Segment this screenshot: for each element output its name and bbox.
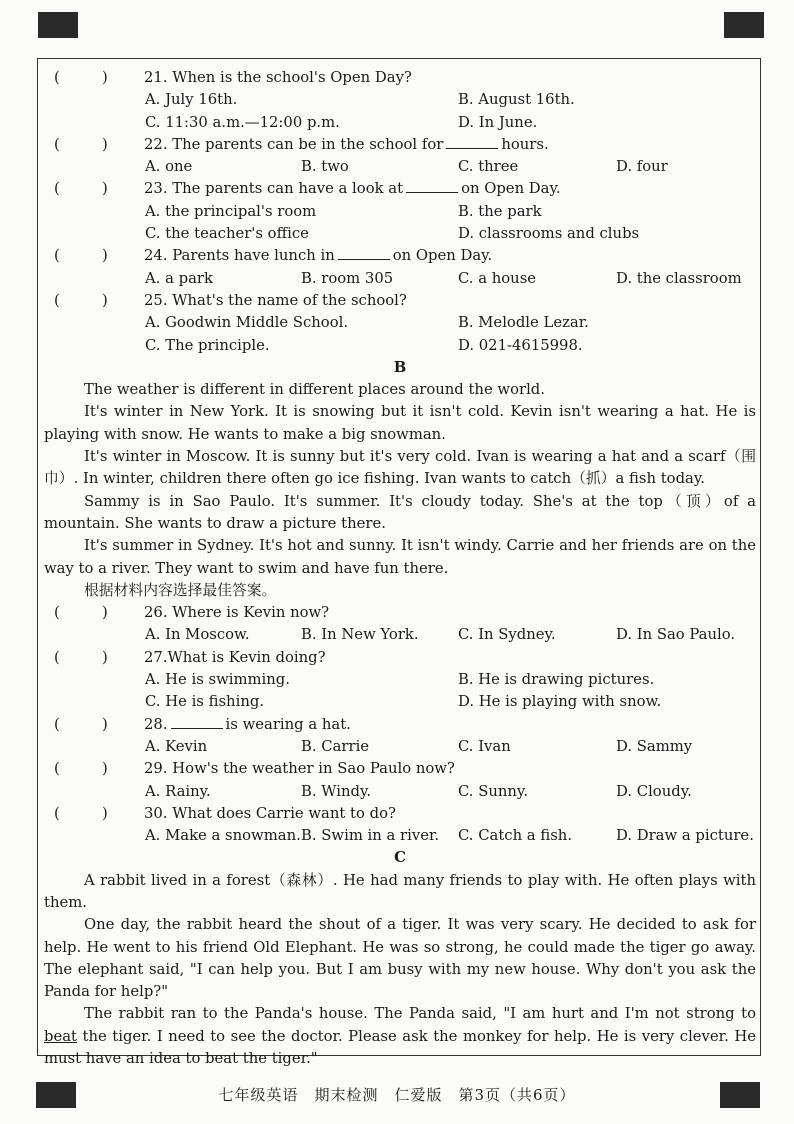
passage-c-paragraph: A rabbit lived in a forest（森林）. He had many friends to play with. He often plays with them. <box>44 871 756 911</box>
question-28: ( ) 28. is wearing a hat. <box>44 714 756 736</box>
option-c: C. the teacher's office <box>145 225 309 243</box>
question-26: ( ) 26. Where is Kevin now? <box>44 602 756 624</box>
question-25: ( ) 25. What's the name of the school? <box>44 290 756 312</box>
question-29: ( ) 29. How's the weather in Sao Paulo now? <box>44 758 756 780</box>
option-b: B. Windy. <box>301 782 372 800</box>
option-a: A. July 16th. <box>145 91 238 109</box>
options-row <box>44 312 756 334</box>
options-row <box>44 825 756 847</box>
answer-bracket[interactable]: ( ) <box>54 648 108 666</box>
fill-blank <box>446 134 498 149</box>
option-b: B. Carrie <box>301 737 370 755</box>
underlined-word: beat <box>44 1027 77 1045</box>
question-21: ( ) 21. When is the school's Open Day? <box>44 67 756 89</box>
option-a: A. He is swimming. <box>145 671 290 689</box>
answer-bracket[interactable]: ( ) <box>54 180 108 198</box>
answer-bracket[interactable]: ( ) <box>54 604 108 622</box>
answer-bracket[interactable]: ( ) <box>54 69 108 86</box>
question-27: ( ) 27.What is Kevin doing? <box>44 647 756 669</box>
option-b: B. the park <box>458 202 542 220</box>
option-d: D. the classroom <box>616 269 742 287</box>
option-d: D. He is playing with snow. <box>458 693 662 711</box>
answer-bracket[interactable]: ( ) <box>54 715 108 733</box>
options-row <box>44 201 756 223</box>
options-row <box>44 223 756 245</box>
options-row <box>44 691 756 713</box>
answer-bracket[interactable]: ( ) <box>54 760 108 778</box>
section-b-label: B <box>393 358 407 376</box>
option-b: B. He is drawing pictures. <box>458 671 655 689</box>
option-c: C. Ivan <box>458 737 511 755</box>
option-d: D. Sammy <box>616 737 693 755</box>
fill-blank <box>338 245 390 260</box>
option-a: A. the principal's room <box>145 202 317 220</box>
question-30: ( ) 30. What does Carrie want to do? <box>44 803 756 825</box>
option-c: C. Sunny. <box>458 782 529 800</box>
options-row <box>44 624 756 646</box>
passage-b-paragraph: The weather is different in different places around the world. <box>84 381 545 399</box>
page-footer: 七年级英语 期末检测 仁爱版 第3页（共6页） <box>218 1086 576 1104</box>
registration-mark-top-right <box>724 12 764 38</box>
option-d: D. 021-4615998. <box>458 336 583 354</box>
option-d: D. Cloudy. <box>616 782 692 800</box>
option-c: C. a house <box>458 269 537 287</box>
passage-b-paragraph: It's summer in Sydney. It's hot and sunny. It isn't windy. Carrie and her friends are on the way to a river. They want to swim and have fun there. <box>44 537 756 577</box>
fill-blank <box>406 178 458 193</box>
registration-mark-top-left <box>38 12 78 38</box>
fill-blank <box>171 714 223 729</box>
options-row <box>44 89 756 111</box>
option-d: D. In Sao Paulo. <box>616 626 736 644</box>
question-24: ( ) 24. Parents have lunch in on Open Day. <box>44 245 756 267</box>
passage-b-paragraph: Sammy is in Sao Paulo. It's summer. It's cloudy today. She's at the top（顶）of a mountain. She wants to draw a picture there. <box>44 492 756 532</box>
question-23: ( ) 23. The parents can have a look at on Open Day. <box>44 178 756 200</box>
options-row <box>44 156 756 178</box>
option-b: B. August 16th. <box>458 91 575 109</box>
option-c: C. He is fishing. <box>145 693 265 711</box>
passage-c-paragraph: One day, the rabbit heard the shout of a tiger. It was very scary. He decided to ask for help. He went to his friend Old Elephant. He was so strong, he could made the tiger go away. The elephant said, "I can help you. But I am busy with my new house. Why don't you ask the Panda for help?" <box>44 916 756 1001</box>
option-a: A. Rainy. <box>145 782 211 800</box>
answer-bracket[interactable]: ( ) <box>54 291 108 309</box>
option-c: C. The principle. <box>145 336 270 354</box>
passage-b-paragraph: It's winter in New York. It is snowing but it isn't cold. Kevin isn't wearing a hat. He is playing with snow. He wants to make a big snowman. <box>44 403 756 443</box>
option-d: D. In June. <box>458 113 538 131</box>
answer-bracket[interactable]: ( ) <box>54 135 108 153</box>
option-d: D. classrooms and clubs <box>458 225 640 243</box>
passage-c-paragraph: The rabbit ran to the Panda's house. The Panda said, "I am hurt and I'm not strong to beat the tiger. I need to see the doctor. Please ask the monkey for help. He is very clever. He must have an idea to beat the tiger." <box>44 1005 756 1068</box>
section-c-label: C <box>394 849 406 867</box>
option-a: A. Kevin <box>145 737 208 755</box>
exam-content <box>44 67 756 1070</box>
instruction: 根据材料内容选择最佳答案。 <box>84 581 277 599</box>
option-a: A. Make a snowman. <box>145 827 301 845</box>
options-row <box>44 268 756 290</box>
answer-bracket[interactable]: ( ) <box>54 804 108 822</box>
option-b: B. room 305 <box>301 269 394 287</box>
option-b: B. two <box>301 158 349 176</box>
options-row <box>44 112 756 134</box>
question-22: ( ) 22. The parents can be in the school for hours. <box>44 134 756 156</box>
option-d: D. four <box>616 158 668 176</box>
options-row <box>44 669 756 691</box>
option-c: C. three <box>458 158 519 176</box>
options-row <box>44 335 756 357</box>
option-c: C. 11:30 a.m.—12:00 p.m. <box>145 113 340 131</box>
option-b: B. In New York. <box>301 626 419 644</box>
option-a: A. a park <box>145 269 213 287</box>
option-a: A. one <box>145 158 193 176</box>
options-row <box>44 736 756 758</box>
answer-bracket[interactable]: ( ) <box>54 247 108 265</box>
options-row <box>44 781 756 803</box>
option-c: C. In Sydney. <box>458 626 556 644</box>
option-b: B. Melodle Lezar. <box>458 314 589 332</box>
option-a: A. In Moscow. <box>145 626 250 644</box>
option-b: B. Swim in a river. <box>301 827 440 845</box>
option-c: C. Catch a fish. <box>458 827 573 845</box>
option-a: A. Goodwin Middle School. <box>145 314 349 332</box>
passage-b-paragraph: It's winter in Moscow. It is sunny but it's very cold. Ivan is wearing a hat and a scarf（围巾）. In winter, children there often go ice fishing. Ivan wants to catch（抓）a fish today. <box>44 448 756 488</box>
option-d: D. Draw a picture. <box>616 827 754 845</box>
